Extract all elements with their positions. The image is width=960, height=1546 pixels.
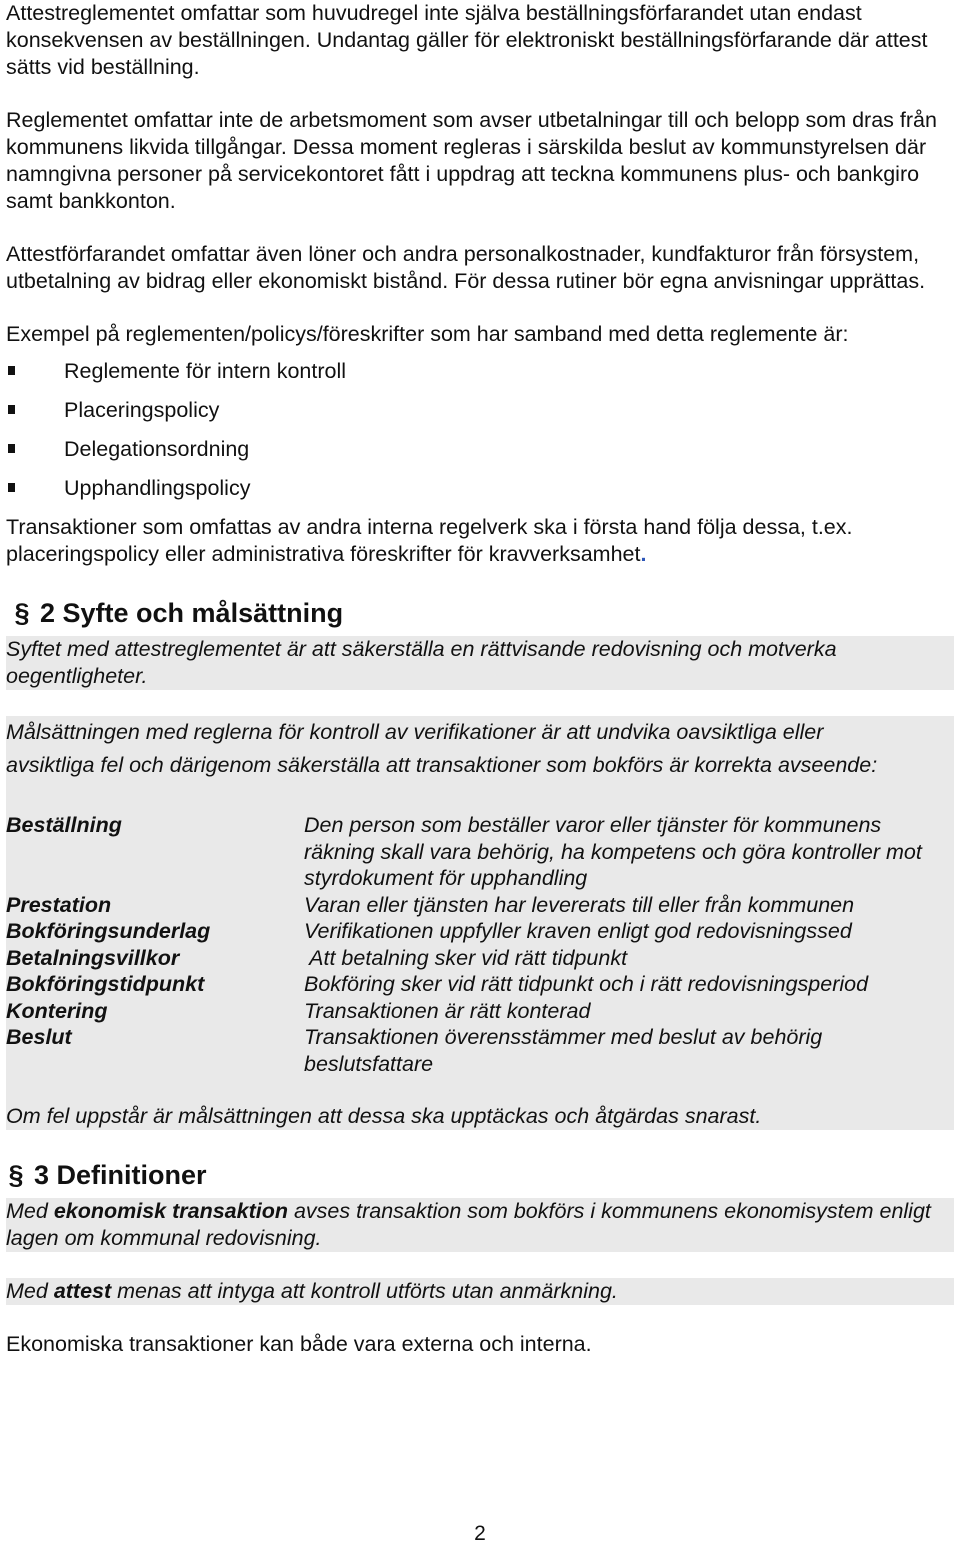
section-symbol-icon: § [8, 1160, 24, 1190]
table-row: Betalningsvillkor Att betalning sker vid rätt tidpunkt [6, 945, 628, 970]
definition-economic-transaction: Med ekonomisk transaktion avses transaktion som bokförs i kommunens ekonomisystem enligt lagen om kommunal redovisning. [6, 1199, 931, 1250]
page-number: 2 [474, 1522, 486, 1545]
error-goal-paragraph: Om fel uppstår är målsättningen att dessa ska upptäckas och åtgärdas snarast. [6, 1104, 762, 1128]
definitions-table [6, 812, 954, 1077]
intro-paragraph-5: Transaktioner som omfattas av andra interna regelverk ska i första hand följa dessa, t.ex. placeringspolicy eller administrativa föreskrifter för kravverksamhet. [6, 515, 853, 566]
table-row: Bokföringstidpunkt Bokföring sker vid rätt tidpunkt och i rätt redovisningsperiod [6, 972, 869, 996]
section-2-heading [6, 596, 954, 630]
table-row: Beslut Transaktionen överensstämmer med beslut av behörig beslutsfattare [6, 1025, 823, 1076]
purpose-paragraph: Syftet med attestreglementet är att säkerställa en rättvisande redovisning och motverka oegentligheter. [6, 637, 837, 688]
section-2-title: 2 Syfte och målsättning [40, 598, 344, 628]
intro-paragraph-4: Exempel på reglementen/policys/föreskrifter som har samband med detta reglemente är: [6, 322, 849, 346]
section-3-body [6, 1198, 954, 1305]
intro-paragraph-3: Attestförfarandet omfattar även löner och andra personalkostnader, kundfakturor från försystem, utbetalning av bidrag eller ekonomiskt bistånd. För dessa rutiner bör egna anvisningar upprättas. [6, 242, 926, 293]
list-item: Placeringspolicy [6, 397, 954, 436]
section-2-body [6, 636, 954, 1130]
table-row: Bokföringsunderlag Verifikationen uppfyller kraven enligt god redovisningssed [6, 919, 852, 943]
section-symbol-icon: § [14, 598, 30, 628]
transactions-note: Ekonomiska transaktioner kan både vara externa och interna. [6, 1332, 592, 1356]
list-item: Delegationsordning [6, 436, 954, 475]
list-item: Reglemente för intern kontroll [6, 358, 954, 397]
bullet-square-icon [8, 444, 15, 453]
bullet-square-icon [8, 366, 15, 375]
table-row: Prestation Varan eller tjänsten har levererats till eller från kommunen [6, 892, 855, 917]
definition-attest: Med attest menas att intyga att kontroll utförts utan anmärkning. [6, 1279, 618, 1303]
goal-paragraph-line-1: Målsättningen med reglerna för kontroll av verifikationer är att undvika oavsiktliga eller [6, 720, 824, 744]
section-3-heading [6, 1158, 954, 1192]
list-item: Upphandlingspolicy [6, 475, 954, 514]
document-page [6, 0, 954, 1358]
intro-paragraph-1: Attestreglementet omfattar som huvudregel inte själva beställningsförfarandet utan endast konsekvensen av beställningen. Undantag gäller för elektroniskt beställningsförfarande där attest sätts vid beställning. [6, 1, 928, 79]
goal-paragraph-line-2: avsiktliga fel och därigenom säkerställa att transaktioner som bokförs är korrekta avseende: [6, 753, 878, 777]
section-3-title: 3 Definitioner [34, 1160, 207, 1190]
table-row: Kontering Transaktionen är rätt konterad [6, 998, 591, 1023]
intro-paragraph-2: Reglementet omfattar inte de arbetsmoment som avser utbetalningar till och belopp som dras från kommunens likvida tillgångar. Dessa moment regleras i särskilda beslut av kommunstyrelsen där namngivna personer på servicekontoret fått i uppdrag att teckna kommunens plus- och bankgiro samt bankkonton. [6, 108, 937, 213]
bullet-square-icon [8, 483, 15, 492]
related-regulations-list [6, 358, 954, 514]
bullet-square-icon [8, 405, 15, 414]
table-row: Beställning Den person som beställer varor eller tjänster för kommunens räkning skall vara behörig, ha kompetens och göra kontroller mot styrdokument för upphandling [6, 813, 922, 890]
